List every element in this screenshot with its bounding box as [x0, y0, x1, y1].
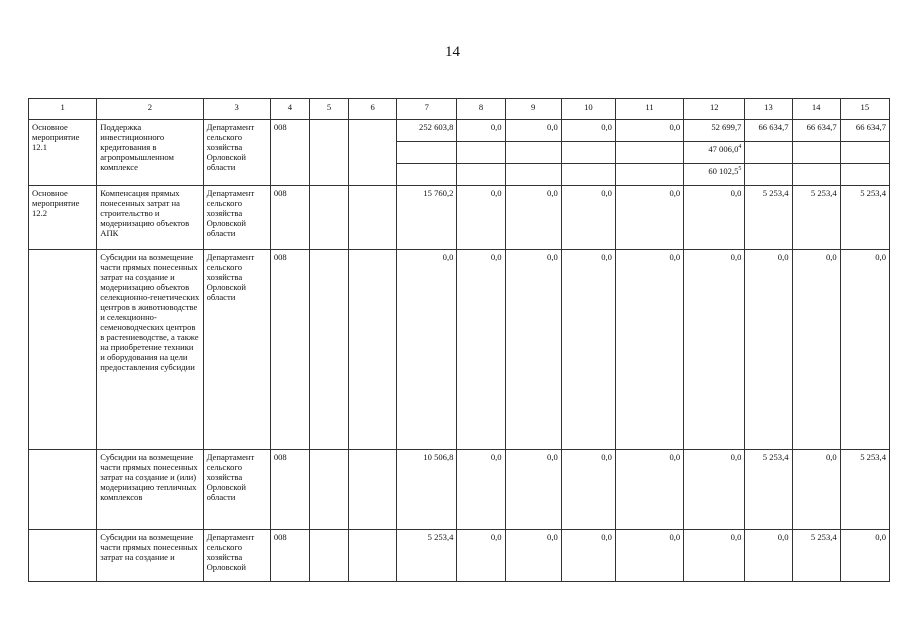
amount-col12-sub	[684, 142, 745, 164]
empty-cell	[457, 164, 505, 186]
empty-cell	[615, 142, 683, 164]
empty-cell	[840, 164, 889, 186]
empty-cell	[457, 142, 505, 164]
amount-col14: 0,0	[792, 250, 840, 450]
budget-code: 008	[270, 450, 309, 530]
table-row	[29, 120, 890, 142]
table-row	[29, 250, 890, 450]
budget-code: 008	[270, 250, 309, 450]
page-number: 14	[445, 44, 460, 60]
amount-col10: 0,0	[561, 250, 615, 450]
empty-cell	[840, 142, 889, 164]
responsible-department: Департамент сельского хозяйства Орловской	[203, 530, 270, 582]
amount-col14: 5 253,4	[792, 186, 840, 250]
cell-col5	[309, 530, 348, 582]
amount-col12-sub	[684, 164, 745, 186]
table-row	[29, 186, 890, 250]
amount-col13: 5 253,4	[745, 186, 792, 250]
amount-col10: 0,0	[561, 530, 615, 582]
empty-cell	[615, 164, 683, 186]
cell-col6	[349, 250, 397, 450]
footnote-mark: 4	[738, 144, 742, 151]
column-header: 2	[97, 99, 203, 120]
empty-cell	[397, 164, 457, 186]
amount-col12: 0,0	[684, 186, 745, 250]
budget-code: 008	[270, 530, 309, 582]
amount-col7: 0,0	[397, 250, 457, 450]
budget-code: 008	[270, 120, 309, 186]
responsible-department: Департамент сельского хозяйства Орловской области	[203, 250, 270, 450]
amount-col7: 10 506,8	[397, 450, 457, 530]
cell-col5	[309, 250, 348, 450]
column-header: 5	[309, 99, 348, 120]
amount-value: 60 102,5	[708, 166, 739, 176]
amount-col14: 5 253,4	[792, 530, 840, 582]
amount-col8: 0,0	[457, 450, 505, 530]
column-header: 8	[457, 99, 505, 120]
amount-col14: 0,0	[792, 450, 840, 530]
activity-name: Субсидии на возмещение части прямых понесенных затрат на создание и	[97, 530, 203, 582]
activity-code	[29, 450, 97, 530]
responsible-department: Департамент сельского хозяйства Орловской области	[203, 186, 270, 250]
amount-col9: 0,0	[505, 186, 561, 250]
column-header: 6	[349, 99, 397, 120]
cell-col5	[309, 450, 348, 530]
amount-col9: 0,0	[505, 120, 561, 142]
amount-col7: 252 603,8	[397, 120, 457, 142]
amount-value: 47 006,0	[708, 144, 739, 154]
table-row	[29, 530, 890, 582]
cell-col5	[309, 186, 348, 250]
activity-code: Основное мероприятие 12.1	[29, 120, 97, 186]
empty-cell	[505, 142, 561, 164]
footnote-mark: 5	[738, 166, 742, 173]
amount-col10: 0,0	[561, 450, 615, 530]
cell-col6	[349, 120, 397, 186]
empty-cell	[505, 164, 561, 186]
amount-col7: 15 760,2	[397, 186, 457, 250]
amount-col15: 66 634,7	[840, 120, 889, 142]
empty-cell	[792, 142, 840, 164]
cell-col6	[349, 530, 397, 582]
amount-col8: 0,0	[457, 120, 505, 142]
empty-cell	[397, 142, 457, 164]
column-header: 10	[561, 99, 615, 120]
amount-col13: 0,0	[745, 250, 792, 450]
amount-col15: 0,0	[840, 530, 889, 582]
amount-col9: 0,0	[505, 450, 561, 530]
amount-col15: 5 253,4	[840, 450, 889, 530]
table-row	[29, 450, 890, 530]
activity-name: Субсидии на возмещение части прямых понесенных затрат на создание и модернизацию объектов селекционно-генетических центров в животноводстве и селекционно-семеноводческих центров в растениеводстве, а также на приобретение техники и оборудования на цели предоставления субсидии	[97, 250, 203, 450]
empty-cell	[561, 142, 615, 164]
activity-name: Субсидии на возмещение части прямых понесенных затрат на создание и (или) модернизацию тепличных комплексов	[97, 450, 203, 530]
budget-code: 008	[270, 186, 309, 250]
column-header: 3	[203, 99, 270, 120]
amount-col13: 66 634,7	[745, 120, 792, 142]
amount-col13: 5 253,4	[745, 450, 792, 530]
column-header: 9	[505, 99, 561, 120]
amount-col8: 0,0	[457, 250, 505, 450]
amount-col12: 0,0	[684, 250, 745, 450]
amount-col14: 66 634,7	[792, 120, 840, 142]
amount-col11: 0,0	[615, 186, 683, 250]
amount-col11: 0,0	[615, 450, 683, 530]
column-header: 13	[745, 99, 792, 120]
amount-col10: 0,0	[561, 186, 615, 250]
activity-name: Поддержка инвестиционного кредитования в агропромышленном комплексе	[97, 120, 203, 186]
budget-table	[28, 98, 890, 582]
column-header: 14	[792, 99, 840, 120]
activity-code	[29, 250, 97, 450]
amount-col15: 0,0	[840, 250, 889, 450]
amount-col8: 0,0	[457, 186, 505, 250]
empty-cell	[745, 142, 792, 164]
amount-col12: 0,0	[684, 450, 745, 530]
activity-name: Компенсация прямых понесенных затрат на строительство и модернизацию объектов АПК	[97, 186, 203, 250]
activity-code: Основное мероприятие 12.2	[29, 186, 97, 250]
empty-cell	[561, 164, 615, 186]
cell-col6	[349, 450, 397, 530]
amount-col12: 52 699,7	[684, 120, 745, 142]
amount-col9: 0,0	[505, 530, 561, 582]
amount-col11: 0,0	[615, 120, 683, 142]
amount-col11: 0,0	[615, 250, 683, 450]
header-row	[29, 99, 890, 120]
column-header: 12	[684, 99, 745, 120]
amount-col7: 5 253,4	[397, 530, 457, 582]
column-header: 11	[615, 99, 683, 120]
amount-col12: 0,0	[684, 530, 745, 582]
column-header: 7	[397, 99, 457, 120]
cell-col6	[349, 186, 397, 250]
activity-code	[29, 530, 97, 582]
amount-col10: 0,0	[561, 120, 615, 142]
column-header: 15	[840, 99, 889, 120]
amount-col13: 0,0	[745, 530, 792, 582]
column-header: 4	[270, 99, 309, 120]
empty-cell	[792, 164, 840, 186]
responsible-department: Департамент сельского хозяйства Орловской области	[203, 120, 270, 186]
empty-cell	[745, 164, 792, 186]
responsible-department: Департамент сельского хозяйства Орловской области	[203, 450, 270, 530]
column-header: 1	[29, 99, 97, 120]
amount-col8: 0,0	[457, 530, 505, 582]
amount-col9: 0,0	[505, 250, 561, 450]
amount-col11: 0,0	[615, 530, 683, 582]
cell-col5	[309, 120, 348, 186]
amount-col15: 5 253,4	[840, 186, 889, 250]
